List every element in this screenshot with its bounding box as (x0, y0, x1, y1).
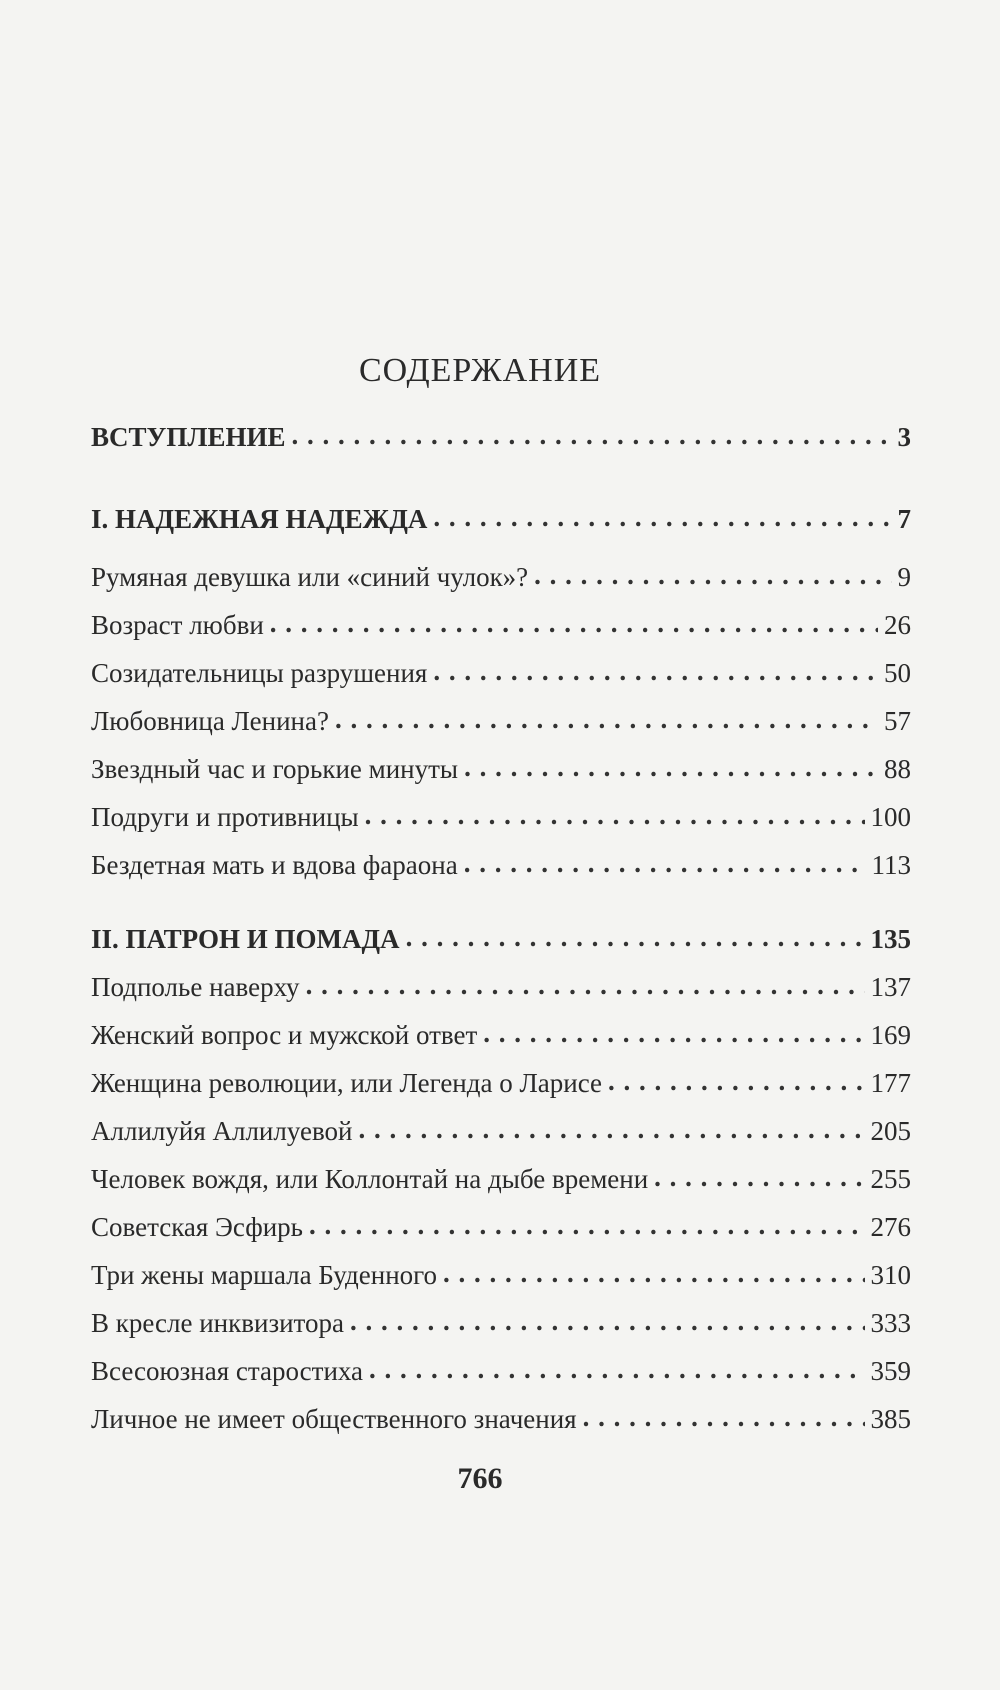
toc-entry (91, 706, 911, 746)
dot-leader (270, 608, 878, 639)
dot-leader (359, 1114, 865, 1145)
toc-entry-title: Три жены маршала Буденного (91, 1260, 438, 1290)
toc-entry-title: Женщина революции, или Легенда о Ларисе (91, 1068, 603, 1098)
toc-entry-page: 50 (884, 658, 911, 688)
toc-entry (91, 1116, 911, 1156)
toc-entry-page: 310 (870, 1260, 911, 1290)
toc-entry (91, 1356, 911, 1396)
dot-leader (443, 1258, 864, 1289)
page-title: СОДЕРЖАНИЕ (358, 352, 602, 389)
toc-entry-title: Бездетная мать и вдова фараона (91, 850, 458, 880)
toc-entry-title: Подполье наверху (91, 972, 300, 1002)
dot-leader (406, 922, 865, 953)
toc-entry (91, 1260, 911, 1300)
dot-leader (291, 420, 891, 451)
toc-entry-title: Подруги и противницы (91, 802, 359, 832)
toc-entry-page: 169 (870, 1020, 911, 1050)
toc-entry (91, 972, 911, 1012)
toc-entry-page: 88 (884, 754, 911, 784)
toc-entry (91, 562, 911, 602)
dot-leader (433, 502, 891, 533)
toc-entry (91, 1308, 911, 1348)
dot-leader (433, 656, 878, 687)
dot-leader (309, 1210, 865, 1241)
toc-entry-page: 57 (884, 706, 911, 736)
dot-leader (608, 1066, 864, 1097)
dot-leader (483, 1018, 864, 1049)
toc-entry (91, 610, 911, 650)
toc-entry-title: Аллилуйя Аллилуевой (91, 1116, 353, 1146)
toc-entry-page: 333 (870, 1308, 911, 1338)
toc-entry-page: 137 (870, 972, 911, 1002)
toc-entry-page: 7 (897, 504, 911, 534)
toc-entry-page: 113 (871, 850, 911, 880)
toc-entry-page: 177 (870, 1068, 911, 1098)
toc-entry-title: Звездный час и горькие минуты (91, 754, 459, 784)
toc-entry-title: Человек вождя, или Коллонтай на дыбе времени (91, 1164, 649, 1194)
dot-leader (350, 1306, 865, 1337)
toc-entry-page: 359 (870, 1356, 911, 1386)
toc-entry-page: 9 (897, 562, 911, 592)
toc-entry-title: I. НАДЕЖНАЯ НАДЕЖДА (91, 504, 428, 534)
toc-entry (91, 1164, 911, 1204)
toc-entry-title: II. ПАТРОН И ПОМАДА (91, 924, 400, 954)
dot-leader (335, 704, 878, 735)
toc-section-entry (91, 422, 911, 462)
toc-entry (91, 1020, 911, 1060)
toc-entry (91, 802, 911, 842)
dot-leader (583, 1402, 865, 1433)
page-number: 766 (457, 1462, 503, 1495)
toc-entry-title: Всесоюзная старостиха (91, 1356, 364, 1386)
toc-entry (91, 850, 911, 890)
toc-entry-title: Личное не имеет общественного значения (91, 1404, 577, 1434)
toc-entry-title: Женский вопрос и мужской ответ (91, 1020, 478, 1050)
toc-entry (91, 1404, 911, 1444)
toc-entry-title: Возраст любви (91, 610, 264, 640)
toc-entry-page: 205 (870, 1116, 911, 1146)
toc-entry (91, 658, 911, 698)
toc-entry-page: 385 (870, 1404, 911, 1434)
toc-entry-page: 276 (870, 1212, 911, 1242)
dot-leader (654, 1162, 864, 1193)
dot-leader (534, 560, 891, 591)
toc-entry (91, 1212, 911, 1252)
toc-entry-page: 26 (884, 610, 911, 640)
toc-entry (91, 1068, 911, 1108)
toc-entry-title: Созидательницы разрушения (91, 658, 428, 688)
toc-entry-page: 135 (870, 924, 911, 954)
toc-entry-title: Румяная девушка или «синий чулок»? (91, 562, 529, 592)
dot-leader (306, 970, 865, 1001)
dot-leader (464, 848, 866, 879)
toc-entry-page: 100 (870, 802, 911, 832)
dot-leader (365, 800, 865, 831)
toc-entry-title: Советская Эсфирь (91, 1212, 303, 1242)
dot-leader (464, 752, 878, 783)
toc-section-entry (91, 504, 911, 544)
toc-entry-title: ВСТУПЛЕНИЕ (91, 422, 286, 452)
dot-leader (369, 1354, 864, 1385)
toc-section-entry (91, 924, 911, 964)
toc-entry-title: В кресле инквизитора (91, 1308, 344, 1338)
toc-entry-title: Любовница Ленина? (91, 706, 329, 736)
toc-entry-page: 3 (897, 422, 911, 452)
toc-entry (91, 754, 911, 794)
toc-entry-page: 255 (870, 1164, 911, 1194)
